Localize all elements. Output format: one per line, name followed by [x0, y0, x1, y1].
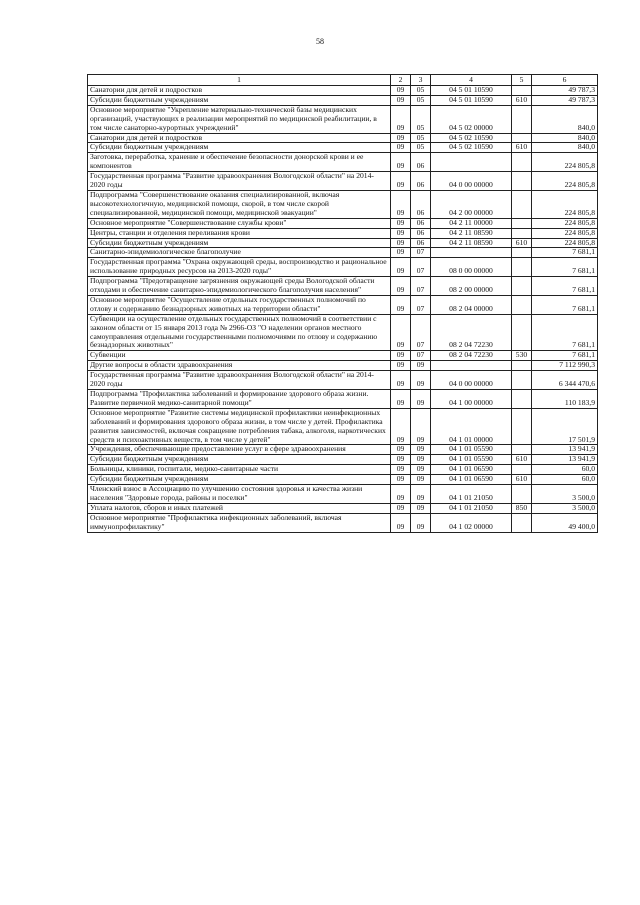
- row-section: 09: [391, 390, 411, 409]
- table-row: [88, 238, 598, 248]
- row-target-code: [431, 248, 512, 258]
- row-target-code: 04 2 11 00000: [431, 218, 512, 228]
- row-target-code: 04 1 01 05590: [431, 445, 512, 455]
- row-section: 09: [391, 314, 411, 351]
- table-row: [88, 105, 598, 133]
- row-subsection: 07: [411, 277, 431, 296]
- row-target-code: 04 5 02 10590: [431, 133, 512, 143]
- row-name: Санатории для детей и подростков: [88, 86, 391, 96]
- row-amount: 224 805,8: [532, 238, 598, 248]
- row-name: Субвенции на осуществление отдельных государственных полномочий в соответствии с законом области от 15 января 2013 года № 2966-ОЗ "О наделении органов местного самоуправления отдельными государственными полномочиями по отлову и содержанию безнадзорных животных": [88, 314, 391, 351]
- row-expense-type: [512, 228, 532, 238]
- row-name: Уплата налогов, сборов и иных платежей: [88, 503, 391, 513]
- row-expense-type: 850: [512, 503, 532, 513]
- row-target-code: 04 1 01 00000: [431, 408, 512, 445]
- row-expense-type: [512, 465, 532, 475]
- row-subsection: 06: [411, 218, 431, 228]
- row-target-code: 04 0 00 00000: [431, 172, 512, 191]
- row-expense-type: [512, 277, 532, 296]
- row-subsection: 05: [411, 105, 431, 133]
- row-expense-type: [512, 153, 532, 172]
- row-target-code: 08 2 04 72230: [431, 351, 512, 361]
- row-target-code: 04 2 11 08590: [431, 228, 512, 238]
- row-section: 09: [391, 475, 411, 485]
- row-target-code: 04 2 00 00000: [431, 190, 512, 218]
- row-target-code: 04 1 01 21050: [431, 485, 512, 504]
- row-name: Субсидии бюджетным учреждениям: [88, 238, 391, 248]
- row-name: Субсидии бюджетным учреждениям: [88, 95, 391, 105]
- row-subsection: 09: [411, 465, 431, 475]
- row-amount: 224 805,8: [532, 228, 598, 238]
- row-target-code: 04 1 01 06590: [431, 465, 512, 475]
- row-amount: 7 681,1: [532, 351, 598, 361]
- row-target-code: 08 0 00 00000: [431, 258, 512, 277]
- row-section: 09: [391, 218, 411, 228]
- row-expense-type: [512, 485, 532, 504]
- column-header: 6: [532, 75, 598, 86]
- table-row: [88, 371, 598, 390]
- row-expense-type: [512, 133, 532, 143]
- row-target-code: 04 1 01 05590: [431, 455, 512, 465]
- row-name: Учреждения, обеспечивающие предоставление услуг в сфере здравоохранения: [88, 445, 391, 455]
- row-name: Санатории для детей и подростков: [88, 133, 391, 143]
- table-row: [88, 172, 598, 191]
- row-expense-type: [512, 314, 532, 351]
- row-subsection: 09: [411, 390, 431, 409]
- row-target-code: [431, 361, 512, 371]
- row-subsection: 09: [411, 371, 431, 390]
- row-subsection: 09: [411, 475, 431, 485]
- row-subsection: 05: [411, 86, 431, 96]
- row-amount: 224 805,8: [532, 153, 598, 172]
- row-expense-type: 610: [512, 455, 532, 465]
- row-target-code: 04 0 00 00000: [431, 371, 512, 390]
- table-row: [88, 86, 598, 96]
- table-row: [88, 258, 598, 277]
- row-subsection: 09: [411, 408, 431, 445]
- row-section: 09: [391, 455, 411, 465]
- row-amount: 7 681,1: [532, 295, 598, 314]
- row-section: 09: [391, 485, 411, 504]
- row-target-code: 08 2 00 00000: [431, 277, 512, 296]
- row-name: Санитарно-эпидемиологическое благополучие: [88, 248, 391, 258]
- row-amount: 224 805,8: [532, 190, 598, 218]
- row-expense-type: [512, 513, 532, 532]
- table-header-row: [88, 75, 598, 86]
- row-subsection: 06: [411, 172, 431, 191]
- column-header: 2: [391, 75, 411, 86]
- column-header: 4: [431, 75, 512, 86]
- row-amount: 49 787,3: [532, 95, 598, 105]
- row-subsection: 05: [411, 133, 431, 143]
- row-target-code: 04 5 02 10590: [431, 143, 512, 153]
- table-row: [88, 408, 598, 445]
- row-expense-type: [512, 218, 532, 228]
- row-section: 09: [391, 258, 411, 277]
- row-name: Основное мероприятие "Профилактика инфекционных заболеваний, включая иммунопрофилактику": [88, 513, 391, 532]
- table-row: [88, 153, 598, 172]
- row-target-code: 08 2 04 72230: [431, 314, 512, 351]
- row-name: Подпрограмма "Предотвращение загрязнения окружающей среды Вологодской области отходами и обеспечение санитарно-эпидемиологического благополучия населения": [88, 277, 391, 296]
- table-row: [88, 465, 598, 475]
- row-amount: 7 681,1: [532, 277, 598, 296]
- row-section: 09: [391, 95, 411, 105]
- row-name: Основное мероприятие "Совершенствование службы крови": [88, 218, 391, 228]
- row-section: 09: [391, 172, 411, 191]
- row-section: 09: [391, 513, 411, 532]
- row-name: Субсидии бюджетным учреждениям: [88, 143, 391, 153]
- row-expense-type: [512, 190, 532, 218]
- row-subsection: 06: [411, 190, 431, 218]
- row-target-code: 08 2 04 00000: [431, 295, 512, 314]
- row-amount: 840,0: [532, 133, 598, 143]
- row-expense-type: 610: [512, 238, 532, 248]
- row-expense-type: [512, 361, 532, 371]
- row-target-code: 04 5 01 10590: [431, 95, 512, 105]
- row-section: 09: [391, 361, 411, 371]
- row-expense-type: [512, 248, 532, 258]
- row-subsection: 09: [411, 445, 431, 455]
- row-section: 09: [391, 238, 411, 248]
- row-subsection: 07: [411, 295, 431, 314]
- row-subsection: 06: [411, 153, 431, 172]
- row-section: 09: [391, 445, 411, 455]
- row-expense-type: 530: [512, 351, 532, 361]
- row-name: Членский взнос в Ассоциацию по улучшению состояния здоровья и качества жизни населения "Здоровые города, районы и поселки": [88, 485, 391, 504]
- row-amount: 49 787,3: [532, 86, 598, 96]
- table-row: [88, 485, 598, 504]
- row-expense-type: [512, 258, 532, 277]
- row-name: Заготовка, переработка, хранение и обеспечение безопасности донорской крови и ее компонентов: [88, 153, 391, 172]
- row-expense-type: [512, 371, 532, 390]
- row-name: Центры, станции и отделения переливания крови: [88, 228, 391, 238]
- row-name: Субсидии бюджетным учреждениям: [88, 475, 391, 485]
- table-row: [88, 228, 598, 238]
- row-subsection: 09: [411, 361, 431, 371]
- row-section: 09: [391, 105, 411, 133]
- row-subsection: 07: [411, 248, 431, 258]
- page-number: 58: [316, 37, 324, 46]
- row-section: 09: [391, 277, 411, 296]
- row-name: Больницы, клиники, госпитали, медико-санитарные части: [88, 465, 391, 475]
- row-expense-type: [512, 408, 532, 445]
- row-amount: 840,0: [532, 143, 598, 153]
- row-expense-type: 610: [512, 95, 532, 105]
- row-amount: 7 112 990,3: [532, 361, 598, 371]
- table-row: [88, 218, 598, 228]
- row-target-code: 04 1 01 06590: [431, 475, 512, 485]
- table-row: [88, 503, 598, 513]
- table-row: [88, 351, 598, 361]
- row-subsection: 09: [411, 503, 431, 513]
- column-header: 5: [512, 75, 532, 86]
- row-amount: 60,0: [532, 465, 598, 475]
- table-row: [88, 314, 598, 351]
- table-row: [88, 390, 598, 409]
- table-row: [88, 295, 598, 314]
- row-section: 09: [391, 248, 411, 258]
- row-section: 09: [391, 190, 411, 218]
- row-name: Основное мероприятие "Развитие системы медицинской профилактики неинфекционных заболеваний и формирования здорового образа жизни, в том числе у детей. Профилактика развития зависимостей, включая сокращение потребления табака, алкоголя, наркотических средств и психоактивных веществ, в том числе у детей": [88, 408, 391, 445]
- row-subsection: 05: [411, 143, 431, 153]
- column-header: 3: [411, 75, 431, 86]
- row-name: Государственная программа "Охрана окружающей среды, воспроизводство и рациональное использование природных ресурсов на 2013-2020 годы": [88, 258, 391, 277]
- row-expense-type: [512, 295, 532, 314]
- row-amount: 6 344 470,6: [532, 371, 598, 390]
- row-amount: 17 501,9: [532, 408, 598, 445]
- row-name: Другие вопросы в области здравоохранения: [88, 361, 391, 371]
- row-amount: 13 941,9: [532, 445, 598, 455]
- row-section: 09: [391, 503, 411, 513]
- budget-table-body: [88, 75, 598, 533]
- row-expense-type: [512, 86, 532, 96]
- row-target-code: 04 1 00 00000: [431, 390, 512, 409]
- row-amount: 3 500,0: [532, 485, 598, 504]
- row-subsection: 06: [411, 228, 431, 238]
- table-row: [88, 445, 598, 455]
- row-subsection: 07: [411, 258, 431, 277]
- row-amount: 49 400,0: [532, 513, 598, 532]
- row-section: 09: [391, 465, 411, 475]
- row-section: 09: [391, 295, 411, 314]
- row-name: Основное мероприятие "Укрепление материально-технической базы медицинских организаций, участвующих в реализации мероприятий по медицинской реабилитации, в том числе санаторно-курортных учреждений": [88, 105, 391, 133]
- row-name: Основное мероприятие "Осуществление отдельных государственных полномочий по отлову и содержанию безнадзорных животных на территории области": [88, 295, 391, 314]
- row-subsection: 09: [411, 455, 431, 465]
- row-expense-type: 610: [512, 143, 532, 153]
- row-subsection: 07: [411, 351, 431, 361]
- row-target-code: 04 1 01 21050: [431, 503, 512, 513]
- row-expense-type: [512, 445, 532, 455]
- row-name: Подпрограмма "Профилактика заболеваний и формирование здорового образа жизни. Развитие первичной медико-санитарной помощи": [88, 390, 391, 409]
- row-section: 09: [391, 351, 411, 361]
- row-expense-type: [512, 105, 532, 133]
- row-expense-type: 610: [512, 475, 532, 485]
- row-target-code: 04 5 02 00000: [431, 105, 512, 133]
- row-amount: 7 681,1: [532, 248, 598, 258]
- row-name: Субсидии бюджетным учреждениям: [88, 455, 391, 465]
- row-amount: 7 681,1: [532, 314, 598, 351]
- table-row: [88, 143, 598, 153]
- table-row: [88, 475, 598, 485]
- row-amount: 3 500,0: [532, 503, 598, 513]
- table-row: [88, 133, 598, 143]
- table-row: [88, 513, 598, 532]
- row-target-code: 04 1 02 00000: [431, 513, 512, 532]
- row-section: 09: [391, 133, 411, 143]
- row-section: 09: [391, 86, 411, 96]
- row-expense-type: [512, 390, 532, 409]
- column-header: 1: [88, 75, 391, 86]
- row-subsection: 07: [411, 314, 431, 351]
- row-section: 09: [391, 371, 411, 390]
- row-name: Государственная программа "Развитие здравоохранения Вологодской области" на 2014-2020 годы: [88, 172, 391, 191]
- table-row: [88, 277, 598, 296]
- row-target-code: [431, 153, 512, 172]
- table-row: [88, 190, 598, 218]
- row-expense-type: [512, 172, 532, 191]
- row-target-code: 04 5 01 10590: [431, 86, 512, 96]
- table-row: [88, 248, 598, 258]
- row-target-code: 04 2 11 08590: [431, 238, 512, 248]
- row-amount: 13 941,9: [532, 455, 598, 465]
- row-name: Субвенции: [88, 351, 391, 361]
- row-section: 09: [391, 143, 411, 153]
- row-name: Государственная программа "Развитие здравоохранения Вологодской области" на 2014-2020 годы: [88, 371, 391, 390]
- row-section: 09: [391, 153, 411, 172]
- row-subsection: 09: [411, 485, 431, 504]
- row-amount: 60,0: [532, 475, 598, 485]
- budget-table: [87, 74, 598, 533]
- row-amount: 224 805,8: [532, 172, 598, 191]
- table-row: [88, 95, 598, 105]
- row-name: Подпрограмма "Совершенствование оказания специализированной, включая высокотехнологичную, медицинской помощи, скорой, в том числе скорой специализированной, медицинской помощи, медицинской эвакуации": [88, 190, 391, 218]
- row-section: 09: [391, 408, 411, 445]
- row-amount: 840,0: [532, 105, 598, 133]
- row-amount: 110 183,9: [532, 390, 598, 409]
- row-subsection: 06: [411, 238, 431, 248]
- table-row: [88, 455, 598, 465]
- row-amount: 224 805,8: [532, 218, 598, 228]
- table-row: [88, 361, 598, 371]
- row-amount: 7 681,1: [532, 258, 598, 277]
- row-subsection: 05: [411, 95, 431, 105]
- row-subsection: 09: [411, 513, 431, 532]
- row-section: 09: [391, 228, 411, 238]
